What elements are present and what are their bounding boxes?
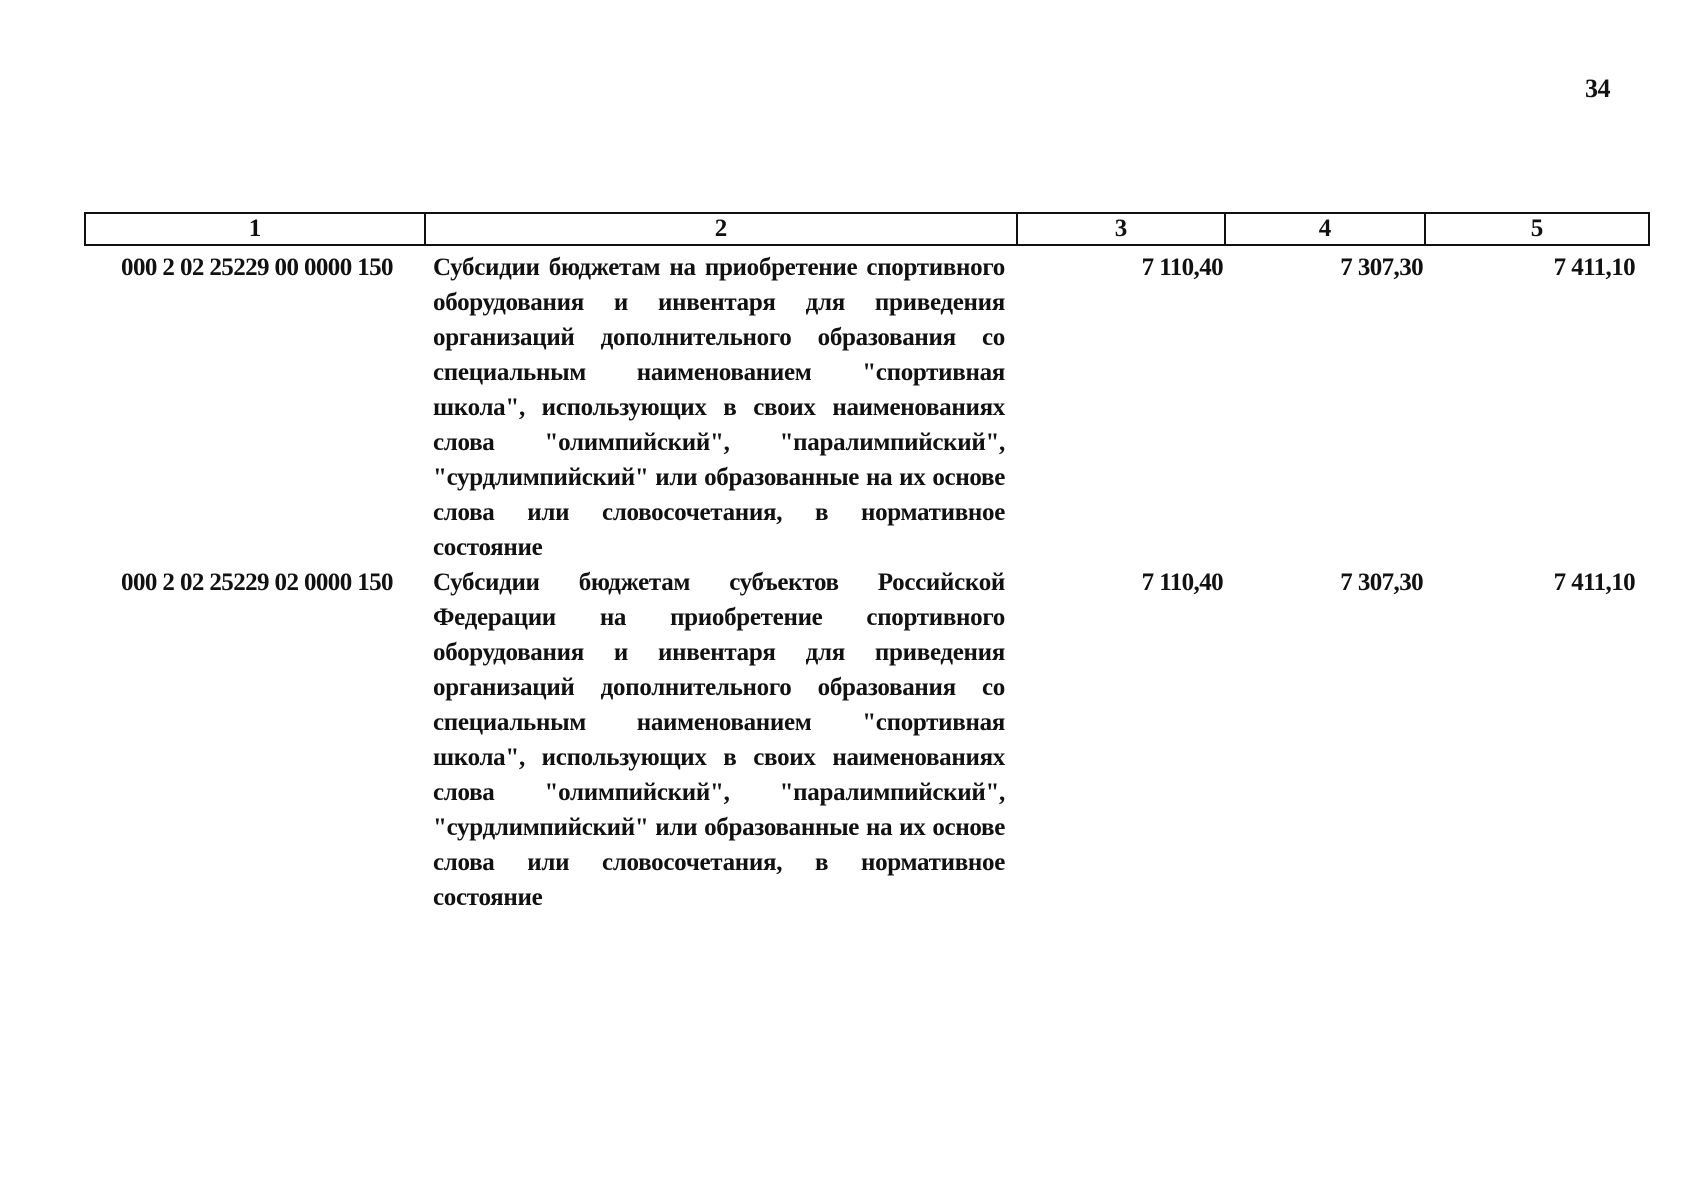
column-header-4: 4 (1225, 213, 1425, 245)
column-header-1: 1 (85, 213, 425, 245)
value-cell-3: 7 110,40 (1141, 254, 1223, 281)
budget-table (84, 212, 1650, 915)
value-cell-5: 7 411,10 (1553, 254, 1635, 281)
budget-code-cell: 000 2 02 25229 00 0000 150 (121, 254, 393, 281)
budget-name-cell: Субсидии бюджетам на приобретение спортивного оборудования и инвентаря для приведения организаций дополнительного образования со специальным наименованием "спортивная школа", использующих в своих наименованиях слова "олимпийский", "паралимпийский", "сурдлимпийский" или образованные на их основе слова или словосочетания, в нормативное состояние (433, 254, 1005, 561)
table-header-row (85, 213, 1649, 245)
value-cell-4: 7 307,30 (1340, 254, 1423, 281)
table-row (85, 565, 1649, 915)
column-header-2: 2 (425, 213, 1017, 245)
budget-code-cell: 000 2 02 25229 02 0000 150 (121, 569, 393, 596)
column-header-5: 5 (1425, 213, 1649, 245)
value-cell-5: 7 411,10 (1553, 569, 1635, 596)
budget-name-cell: Субсидии бюджетам субъектов Российской Федерации на приобретение спортивного оборудования и инвентаря для приведения организаций дополнительного образования со специальным наименованием "спортивная школа", использующих в своих наименованиях слова "олимпийский", "паралимпийский", "сурдлимпийский" или образованные на их основе слова или словосочетания, в нормативное состояние (433, 569, 1005, 911)
column-header-3: 3 (1017, 213, 1225, 245)
value-cell-4: 7 307,30 (1340, 569, 1423, 596)
page-number: 34 (1585, 74, 1610, 103)
table-row (85, 245, 1649, 565)
value-cell-3: 7 110,40 (1141, 569, 1223, 596)
